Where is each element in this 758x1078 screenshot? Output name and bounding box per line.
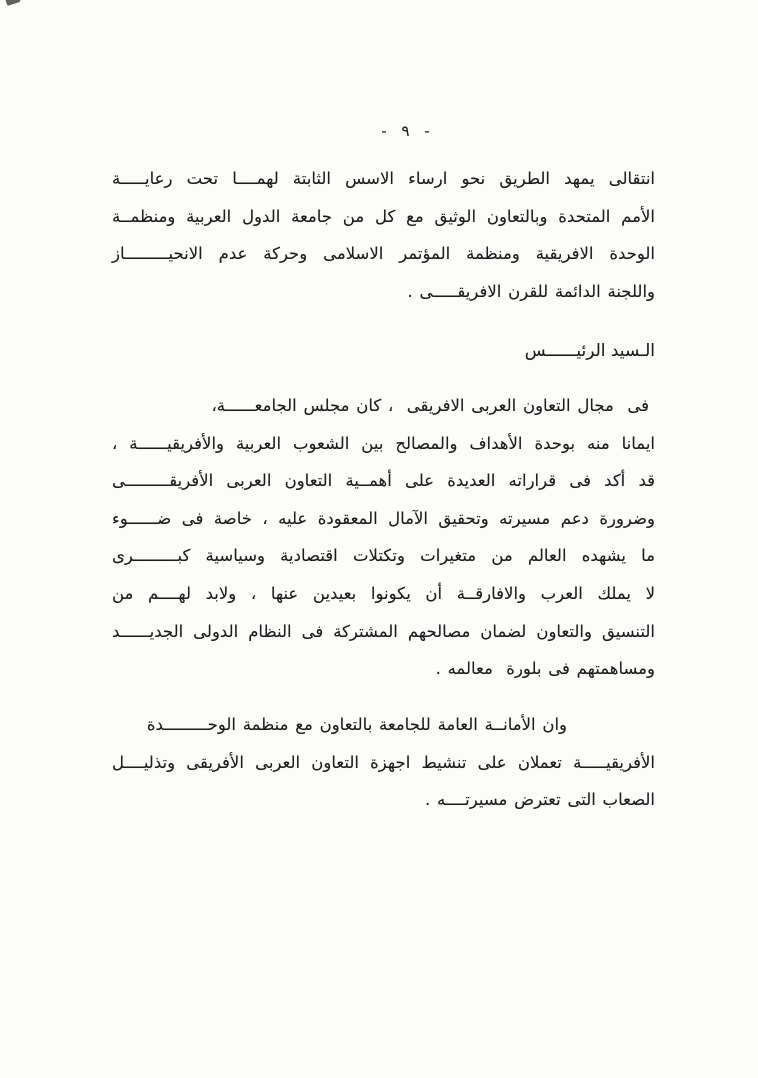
text-line: ومساهمتهم فى بلورة معالمه .	[435, 659, 655, 679]
text-line: انتقالى يمهد الطريق نحو ارساء الاسس الثابتة لهمــــا تحت رعايـــــة	[112, 169, 655, 188]
text-line: الوحدة الافريقية ومنظمة المؤتمر الاسلامى وحركة عدم الانحيـــــــــاز	[112, 244, 655, 264]
text-line: وان الأمانــة العامة للجامعة بالتعاون مع منظمة الوحـــــــــدة	[146, 715, 567, 734]
text-line: لا يملك العرب والافارقــة أن يكونوا بعيدين عنها ، ولابد لهــــم من	[112, 583, 655, 603]
text-line: قد أكد فى قراراته العديدة على أهمــية التعاون العربى الأفريقـــــــــى	[112, 471, 655, 491]
paragraph-intro	[112, 160, 655, 310]
text-line: ما يشهده العالم من متغيرات وتكتلات اقتصادية وسياسية كبـــــــــرى	[112, 546, 655, 566]
paragraph-cooperation	[112, 387, 655, 688]
text-line: ايمانا منه بوحدة الأهداف والمصالح بين الشعوب العربية والأفريقيــــــة ،	[112, 433, 655, 453]
paragraph-secretariat	[112, 706, 655, 819]
text-line: فى مجال التعاون العربى الافريقى ، كان مجلس الجامعــــــة،	[211, 396, 649, 415]
text-line: الصعاب التى تعترض مسيرتــــه .	[424, 790, 655, 810]
text-line: الأمم المتحدة وبالتعاون الوثيق مع كل من جامعة الدول العربية ومنظمــة	[112, 206, 655, 226]
text-line: وضرورة دعم مسيرته وتحقيق الآمال المعقودة عليه ، خاصة فى ضــــــوء	[112, 508, 655, 528]
scan-artifact	[5, 0, 20, 6]
salutation-heading: الـسيد الرئيــــــس	[524, 341, 655, 361]
text-line: الأفريقيـــــة تعملان على تنشيط اجهزة التعاون العربى الأفريقى وتذليــــل	[112, 752, 655, 772]
text-line: واللجنة الدائمة للقرن الافريقـــــى .	[407, 281, 655, 301]
page-number: - ٩ -	[381, 122, 430, 140]
text-line: التنسيق والتعاون لضمان مصالحهم المشتركة فى النظام الدولى الجديــــــد	[112, 621, 655, 641]
